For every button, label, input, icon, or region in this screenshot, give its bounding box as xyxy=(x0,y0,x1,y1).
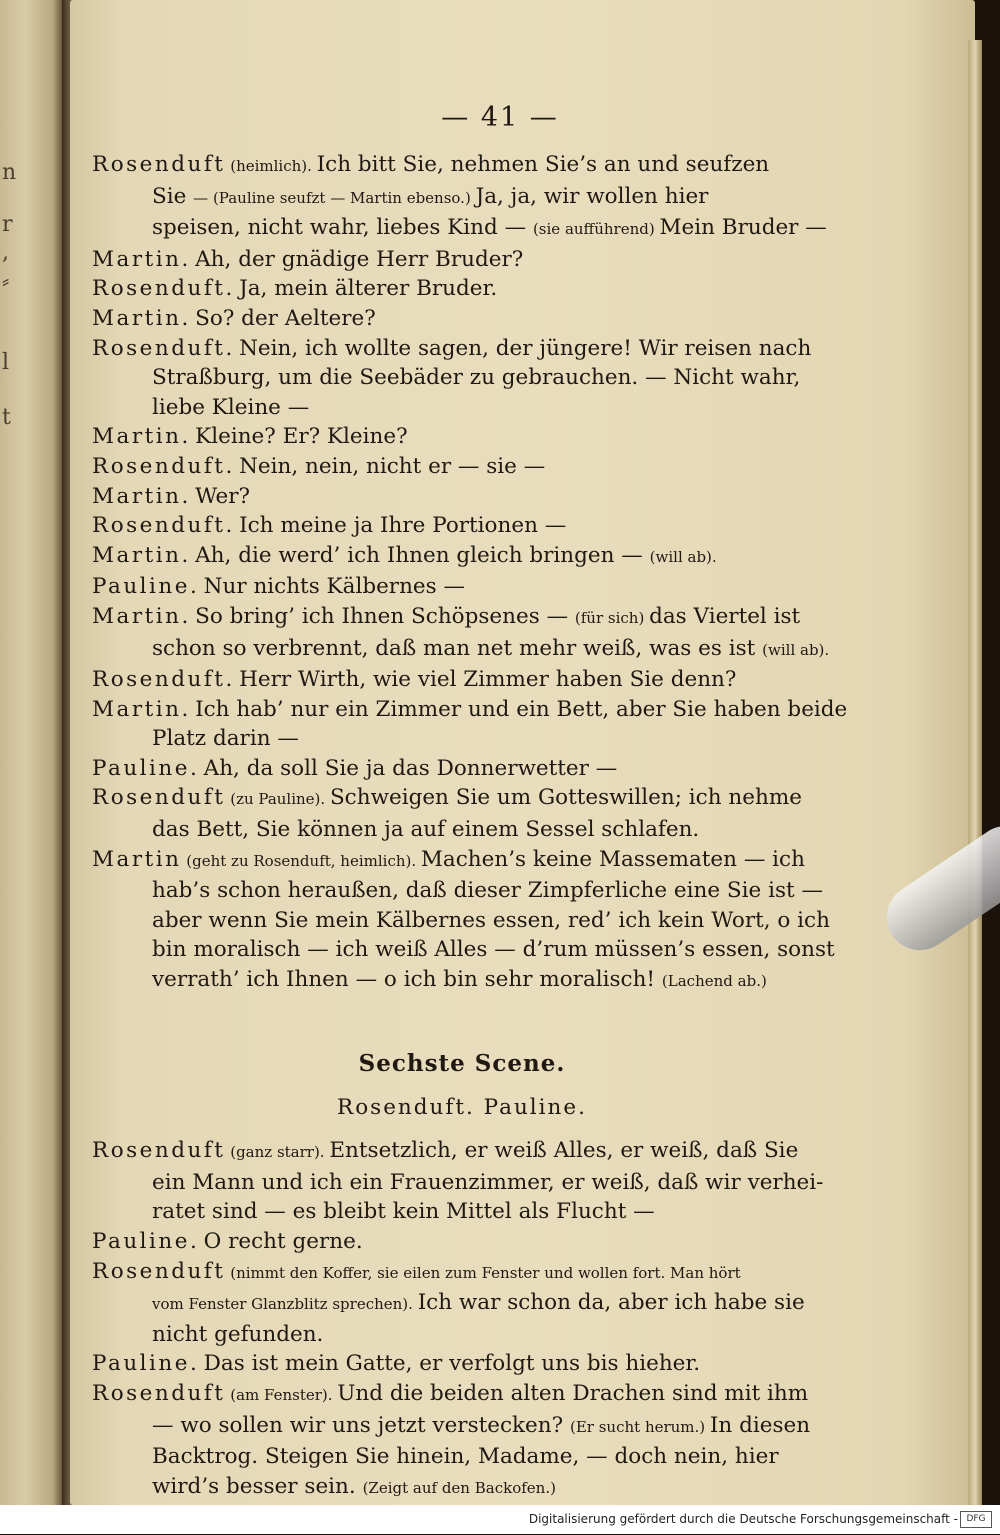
text-line xyxy=(92,1349,832,1379)
prev-page-fragment: r xyxy=(2,212,13,237)
dialogue-text: . Ich hab’ nur ein Zimmer und ein Bett, aber Sie haben beide xyxy=(181,696,848,722)
dialogue-text: . Ah, die werd’ ich Ihnen gleich bringen — xyxy=(181,542,650,568)
text-line xyxy=(92,634,832,666)
dialogue-text: . So? der Aeltere? xyxy=(181,305,376,331)
stage-direction: (Er sucht herum.) xyxy=(569,1417,710,1436)
speaker-name: Rosenduft xyxy=(92,152,226,177)
dialogue-text: Straßburg, um die Seebäder zu gebrauchen. — Nicht wahr, xyxy=(152,365,801,391)
dialogue-text: Backtrog. Steigen Sie hinein, Madame, — doch nein, hier xyxy=(152,1444,779,1470)
dialogue-text: — wo sollen wir uns jetzt verstecken? xyxy=(152,1412,570,1438)
stage-direction: (sie aufführend) xyxy=(532,220,660,239)
stage-direction: (heimlich). xyxy=(225,157,317,175)
dialogue-text: In diesen xyxy=(709,1412,811,1438)
prev-page-fragment: t xyxy=(2,405,11,430)
stage-direction: (ganz starr). xyxy=(225,1143,330,1162)
dialogue-text: Ich war schon da, aber ich habe sie xyxy=(417,1290,805,1316)
text-line xyxy=(92,541,832,573)
dialogue-text: . Ja, mein älterer Bruder. xyxy=(225,276,498,302)
speaker-name: Martin xyxy=(92,483,182,509)
dialogue-block-1 xyxy=(92,150,848,997)
text-line xyxy=(92,815,832,845)
prev-page-fragment: l xyxy=(2,350,10,375)
text-line xyxy=(92,965,832,997)
text-line xyxy=(92,1411,832,1443)
dialogue-text: schon so verbrennt, daß man net mehr weiß, was es ist xyxy=(152,635,763,661)
dialogue-text: Ja, ja, wir wollen hier xyxy=(475,183,709,209)
text-line xyxy=(92,1168,832,1198)
speaker-name: Pauline xyxy=(92,755,190,781)
dialogue-text: aber wenn Sie mein Kälbernes essen, red’ ich kein Wort, o ich xyxy=(152,907,830,933)
text-line xyxy=(92,1379,832,1411)
stage-direction: (will ab). xyxy=(762,640,830,659)
text-line xyxy=(92,1442,832,1472)
text-line xyxy=(92,150,832,182)
dialogue-text: Machen’s keine Massematen — ich xyxy=(420,846,805,872)
dialogue-text: . So bring’ ich Ihnen Schöpsenes — xyxy=(181,603,575,629)
text-line xyxy=(92,363,832,393)
text-line xyxy=(92,724,832,754)
speaker-name: Rosenduft xyxy=(92,276,226,302)
text-line xyxy=(92,245,832,275)
stage-direction: — (Pauline seufzt — Martin ebenso.) xyxy=(193,188,476,207)
text-line xyxy=(92,334,832,364)
prev-page-fragment: n xyxy=(2,160,17,185)
text-line xyxy=(92,695,848,725)
prev-page-fragment: , xyxy=(2,240,9,265)
text-line xyxy=(92,1227,832,1257)
text-line xyxy=(92,422,832,452)
text-line xyxy=(92,602,832,634)
dialogue-text: . Ich meine ja Ihre Portionen — xyxy=(225,513,567,539)
text-line xyxy=(92,274,832,304)
dialogue-text: bin moralisch — ich weiß Alles — d’rum müssen’s essen, sonst xyxy=(152,937,835,963)
text-line xyxy=(92,1136,832,1168)
dialogue-text: . Wer? xyxy=(181,483,251,509)
text-line xyxy=(92,1257,832,1289)
scene-persons: Rosenduft. Pauline. xyxy=(337,1094,587,1120)
dialogue-text: nicht gefunden. xyxy=(152,1321,324,1347)
text-line xyxy=(92,482,832,512)
dialogue-text: Entsetzlich, er weiß Alles, er weiß, daß Sie xyxy=(329,1138,799,1164)
scene-heading: Sechste Scene. xyxy=(358,1049,566,1077)
stage-direction: (nimmt den Koffer, sie eilen zum Fenster und wollen fort. Man hört xyxy=(225,1263,741,1282)
speaker-name: Rosenduft xyxy=(92,1380,226,1406)
text-line xyxy=(92,845,832,877)
dialogue-text: . Herr Wirth, wie viel Zimmer haben Sie denn? xyxy=(225,667,737,693)
speaker-name: Rosenduft xyxy=(92,513,226,539)
speaker-name: Martin xyxy=(92,846,182,872)
dialogue-text: . Nein, ich wollte sagen, der jüngere! Wir reisen nach xyxy=(225,335,812,361)
dialogue-text: Und die beiden alten Drachen sind mit ihm xyxy=(337,1380,809,1406)
text-line xyxy=(92,572,832,602)
dialogue-text: Platz darin — xyxy=(152,726,299,752)
stage-direction: vom Fenster Glanzblitz sprechen). xyxy=(152,1295,418,1314)
dialogue-text: das Viertel ist xyxy=(649,603,801,629)
dialogue-text: liebe Kleine — xyxy=(152,394,310,420)
stage-direction: (will ab). xyxy=(649,547,717,566)
text-line xyxy=(92,1320,832,1350)
text-line xyxy=(92,935,835,965)
text-line xyxy=(92,452,832,482)
speaker-name: Pauline xyxy=(92,1351,190,1377)
speaker-name: Martin xyxy=(92,542,182,568)
text-line xyxy=(92,213,832,245)
dialogue-text: . Das ist mein Gatte, er verfolgt uns bis hieher. xyxy=(190,1351,701,1377)
dialogue-text: wird’s besser sein. xyxy=(152,1473,363,1499)
dialogue-text: speisen, nicht wahr, liebes Kind — xyxy=(152,215,533,241)
dialogue-text: Schweigen Sie um Gotteswillen; ich nehme xyxy=(329,785,802,811)
text-line xyxy=(92,511,832,541)
stage-direction: (Lachend ab.) xyxy=(661,972,767,991)
page-edge xyxy=(968,40,982,1505)
dialogue-text: Sie xyxy=(152,183,194,209)
footer-credit: Digitalisierung gefördert durch die Deutsche Forschungsgemeinschaft - xyxy=(528,1512,958,1526)
dialogue-text: . Ah, der gnädige Herr Bruder? xyxy=(181,246,524,272)
text-line xyxy=(92,665,832,695)
dialogue-text: ratet sind — es bleibt kein Mittel als Flucht — xyxy=(152,1199,655,1225)
speaker-name: Martin xyxy=(92,305,182,331)
dialogue-text: verrath’ ich Ihnen — o ich bin sehr moralisch! xyxy=(152,967,662,993)
dialogue-text: ein Mann und ich ein Frauenzimmer, er weiß, daß wir verhei- xyxy=(152,1169,824,1195)
stage-direction: (Zeigt auf den Backofen.) xyxy=(362,1478,556,1497)
speaker-name: Pauline xyxy=(92,1229,190,1254)
stage-direction: (für sich) xyxy=(574,608,650,627)
text-line xyxy=(92,304,832,334)
speaker-name: Rosenduft xyxy=(92,1258,226,1284)
dialogue-text: . Nein, nein, nicht er — sie — xyxy=(225,453,546,479)
speaker-name: Rosenduft xyxy=(92,785,226,811)
dfg-logo: DFG xyxy=(960,1511,992,1528)
text-line xyxy=(92,754,832,784)
speaker-name: Rosenduft xyxy=(92,335,226,361)
text-line xyxy=(92,906,832,936)
text-line xyxy=(92,393,832,423)
speaker-name: Martin xyxy=(92,603,182,629)
prev-page-fragment: ⸗ xyxy=(2,269,10,294)
dialogue-text: . Kleine? Er? Kleine? xyxy=(181,424,408,450)
text-line xyxy=(92,1472,832,1504)
speaker-name: Martin xyxy=(92,246,182,272)
text-line xyxy=(92,1288,832,1320)
speaker-name: Martin xyxy=(92,424,182,450)
text-line xyxy=(92,783,832,815)
stage-direction: (geht zu Rosenduft, heimlich). xyxy=(181,851,421,870)
dialogue-text: Ich bitt Sie, nehmen Sie’s an und seufzen xyxy=(316,152,770,177)
previous-page-edge xyxy=(0,0,62,1505)
speaker-name: Martin xyxy=(92,696,182,722)
page-number: — 41 — xyxy=(441,102,559,133)
dialogue-block-2 xyxy=(92,1136,832,1535)
stage-direction: (am Fenster). xyxy=(225,1385,338,1404)
text-line xyxy=(92,876,832,906)
dialogue-text: . O recht gerne. xyxy=(190,1229,363,1254)
dialogue-text: . Nur nichts Kälbernes — xyxy=(190,574,466,600)
text-line xyxy=(92,1197,832,1227)
dialogue-text: hab’s schon heraußen, daß dieser Zimpferliche eine Sie ist — xyxy=(152,878,823,904)
text-line xyxy=(92,182,832,214)
dialogue-text: das Bett, Sie können ja auf einem Sessel schlafen. xyxy=(152,817,700,843)
speaker-name: Pauline xyxy=(92,574,190,600)
stage-direction: (zu Pauline). xyxy=(225,790,330,809)
dialogue-text: Mein Bruder — xyxy=(659,215,827,241)
speaker-name: Rosenduft xyxy=(92,1138,226,1164)
speaker-name: Rosenduft xyxy=(92,453,226,479)
speaker-name: Rosenduft xyxy=(92,667,226,693)
dialogue-text: . Ah, da soll Sie ja das Donnerwetter — xyxy=(190,755,618,781)
page-text xyxy=(92,150,848,1535)
footer-bar xyxy=(0,1505,1000,1534)
